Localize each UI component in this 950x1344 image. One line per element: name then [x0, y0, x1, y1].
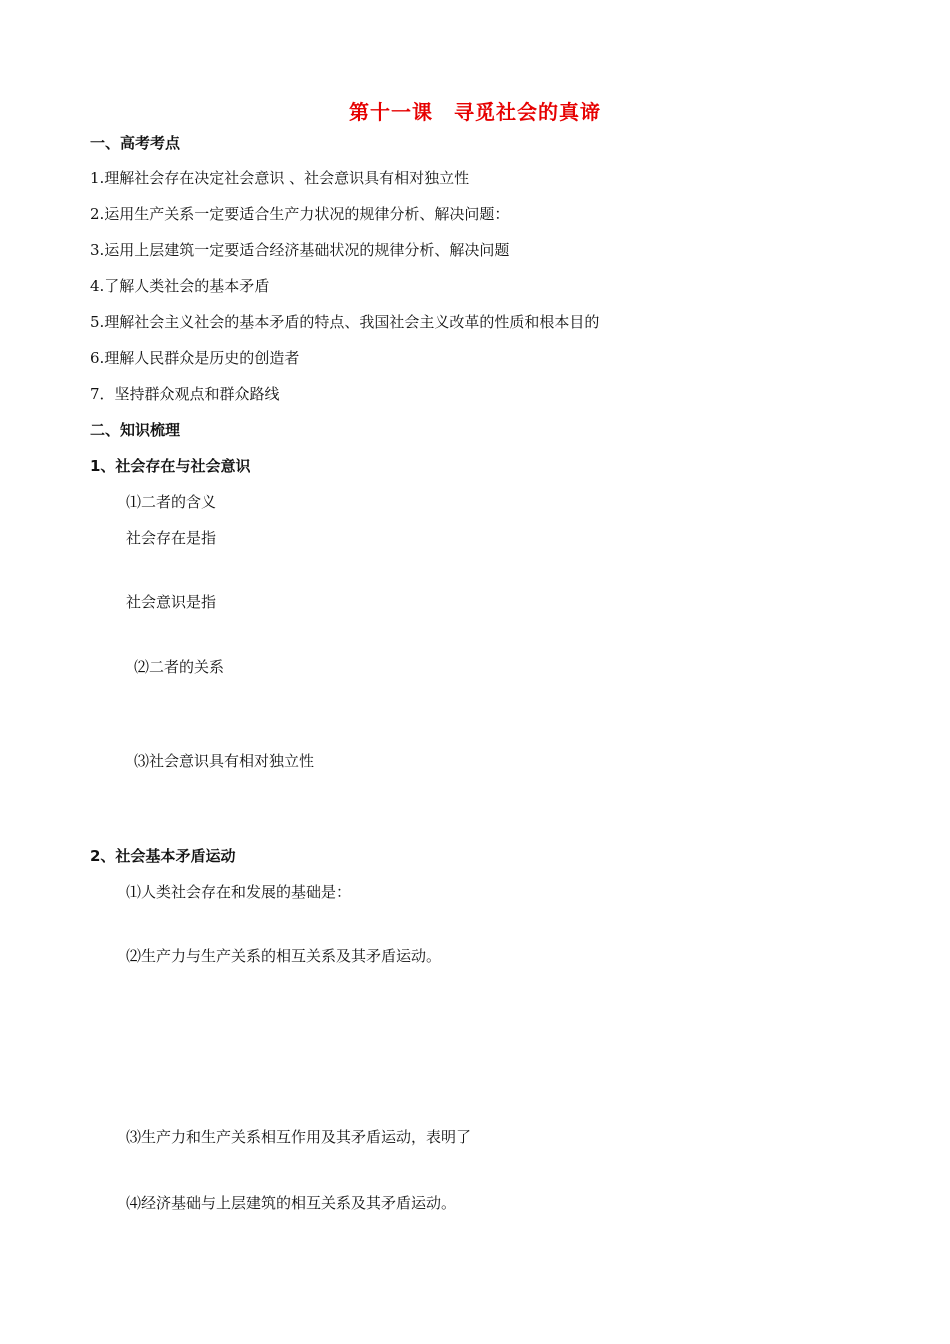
part1-sub2: ⑵二者的关系 — [134, 658, 225, 676]
part1-heading: 1、社会存在与社会意识 — [90, 457, 251, 475]
exam-point-item-6: 6.理解人民群众是历史的创造者 — [90, 349, 300, 367]
page-title: 第十一课 寻觅社会的真谛 — [349, 100, 601, 124]
part2-sub1: ⑴人类社会存在和发展的基础是： — [126, 883, 352, 901]
part1-def1: 社会存在是指 — [126, 529, 217, 547]
part1-sub1: ⑴二者的含义 — [126, 493, 217, 511]
section-heading-knowledge: 二、知识梳理 — [90, 421, 181, 439]
part2-heading: 2、社会基本矛盾运动 — [90, 847, 236, 865]
part2-sub3: ⑶生产力和生产关系相互作用及其矛盾运动，表明了 — [126, 1128, 472, 1146]
exam-point-item-1: 1.理解社会存在决定社会意识 、社会意识具有相对独立性 — [90, 169, 470, 187]
part1-def2: 社会意识是指 — [126, 593, 217, 611]
exam-point-item-4: 4.了解人类社会的基本矛盾 — [90, 277, 270, 295]
exam-point-item-7: 7．坚持群众观点和群众路线 — [90, 385, 280, 403]
part1-sub3: ⑶社会意识具有相对独立性 — [134, 752, 315, 770]
part2-sub2: ⑵生产力与生产关系的相互关系及其矛盾运动。 — [126, 947, 442, 965]
exam-point-item-2: 2.运用生产关系一定要适合生产力状况的规律分析、解决问题： — [90, 205, 510, 223]
part2-sub4: ⑷经济基础与上层建筑的相互关系及其矛盾运动。 — [126, 1194, 457, 1212]
exam-point-item-5: 5.理解社会主义社会的基本矛盾的特点、我国社会主义改革的性质和根本目的 — [90, 313, 600, 331]
exam-point-item-3: 3.运用上层建筑一定要适合经济基础状况的规律分析、解决问题 — [90, 241, 510, 259]
section-heading-exam-points: 一、高考考点 — [90, 134, 181, 152]
